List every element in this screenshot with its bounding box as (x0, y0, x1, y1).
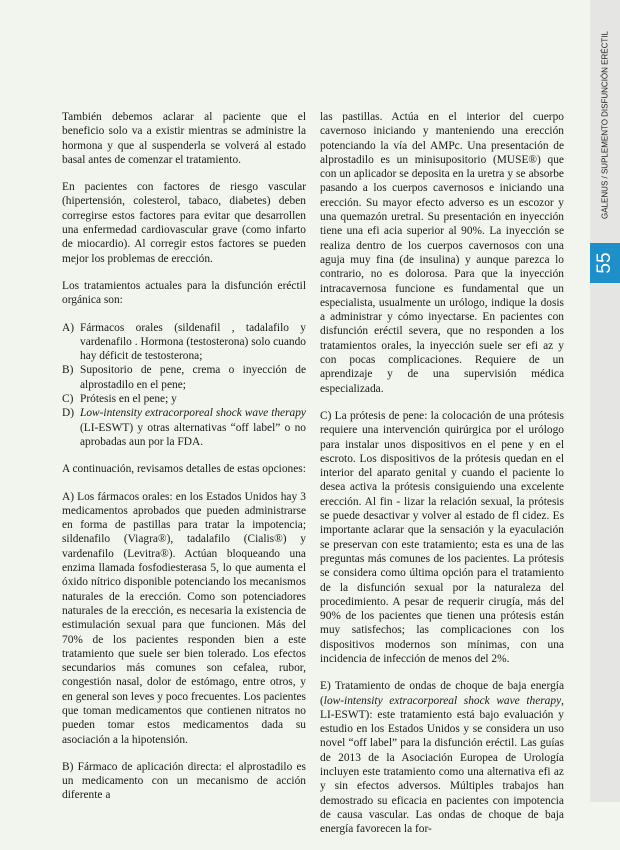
running-title: GALENUS / SUPLEMENTO DISFUNCIÓN ERÉCTIL (600, 31, 610, 219)
list-text: Fármacos orales (sildenafil , tadalafilo y vardenafilo . Hormona (testosterona) solo cuando hay déficit de testosterona; (80, 321, 306, 363)
list-text: Prótesis en el pene; y (80, 393, 177, 406)
text-run: , LI-ESWT): este tratamiento está bajo evaluación y estudio en los Estados Unidos y se considera un uso novel “off label” para la disfunción eréctil. Las guías de 2013 de la Asociación Europea de Urología incluyen este tratamiento como una alternativa efi az y sin efectos adversos. Múltiples trabajos han demostrado su eficacia en pacientes con impotencia de causa vascular. Las ondas de choque de baja energía favorecen la for- (320, 694, 564, 836)
list-item (62, 363, 306, 392)
list-marker: A) (62, 321, 75, 334)
list-item (62, 392, 306, 406)
paragraph: las pastillas. Actúa en el interior del cuerpo cavernoso iniciando y manteniendo una erección potenciando la vía del AMPc. Una presentación de alprostadilo es un minisupositorio (MUSE®) que con un aplicador se deposita en la uretra y se absorbe pasando a los cuerpos cavernosos e iniciando una erección. Su mayor efecto adverso es un escozor y una quemazón uretral. Su presentación en inyección tiene una efi acia superior al 90%. La inyección se realiza dentro de los cuerpos cavernosos con una aguja muy fina (de insulina) y aunque parezca lo contrario, no es dolorosa. Para que la inyección intracavernosa funcione es fundamental que un especialista, usualmente un urólogo, indique la dosis a administrar y cómo inyectarse. En pacientes con disfunción eréctil severa, que no responden a los tratamientos orales, la inyección suele ser efi az y con pocas complicaciones. Requiere de un aprendizaje y de una supervisión médica especializada. (320, 111, 564, 395)
running-title-wrap (596, 0, 614, 250)
list-marker: D) (62, 407, 75, 420)
left-column (62, 110, 306, 816)
paragraph: A continuación, revisamos detalles de estas opciones: (62, 463, 306, 476)
paragraph: También debemos aclarar al paciente que el beneficio solo va a existir mientras se administre la hormona y que al suspenderla se volverá al estado basal antes de comenzar el tratamiento. (62, 111, 306, 166)
text-run: E) Tratamiento de ondas de choque de baja energía ( (320, 680, 564, 707)
right-column (320, 110, 564, 850)
list-item (62, 321, 306, 364)
paragraph: C) La prótesis de pene: la colocación de una prótesis requiere una intervención quirúrgica por el urólogo para instalar unos dispositivos en el pene y en el escroto. Los dispositivos de la prótesis quedan en el interior del aparato genital y cuando el paciente lo desea activa la prótesis consiguiendo una excelente erección. Al fin - lizar la relación sexual, la prótesis se puede desactivar y volver al estado de fl cidez. Es importante aclarar que la sensación y la eyaculación se preservan con este tratamiento; esta es una de las preguntas más comunes de los pacientes. La prótesis se considera como última opción para el tratamiento de la disfunción sexual por la naturaleza del procedimiento. A pesar de requerir cirugía, más del 90% de los pacientes que tienen una prótesis están muy satisfechos; las complicaciones con los dispositivos modernos son mínimas, con una incidencia de infección de menos del 2%. (320, 409, 564, 665)
list-item (62, 406, 306, 449)
paragraph: B) Fármaco de aplicación directa: el alprostadilo es un medicamento con un mecanismo de acción diferente a (62, 760, 306, 802)
paragraph: En pacientes con factores de riesgo vascular (hipertensión, colesterol, tabaco, diabetes) deben corregirse estos factores para evitar que desarrollen una enfermedad cardiovascular grave (como infarto de miocardio). Al corregir estos factores se pueden mejor los problemas de erección. (62, 181, 306, 265)
italic-term: Low-intensity extracorporeal shock wave therapy (80, 407, 306, 420)
page-number: 55 (594, 252, 615, 274)
italic-term: low-intensity extracorporeal shock wave therapy (323, 694, 562, 707)
list-marker: C) (62, 393, 74, 406)
page-number-box (590, 243, 620, 283)
list-text: Supositorio de pene, crema o inyección de alprostadilo en el pene; (80, 364, 306, 391)
list-text-rest: (LI-ESWT) y otras alternativas “off label” o no aprobadas aun por la FDA. (80, 421, 306, 448)
treatment-list (62, 321, 306, 450)
paragraph: A) Los fármacos orales: en los Estados Unidos hay 3 medicamentos aprobados que pueden administrarse en forma de pastillas para tratar la impotencia; sildenafilo (Viagra®), tadalafilo (Cialis®) y vardenafilo (Levitra®). Actúan bloqueando una enzima llamada fosfodiesterasa 5, lo que aumenta el óxido nítrico disponible potenciando los mecanismos naturales de la erección. Como son potenciadores naturales de la erección, es necesaria la existencia de estimulación sexual para que funcionen. Más del 70% de los pacientes responden bien a este tratamiento que suele ser bien tolerado. Los efectos secundarios más comunes son cefalea, rubor, congestión nasal, dolor de estómago, entre otros, y en general son leves y poco frecuentes. Los pacientes que toman medicamentos que contienen nitratos no pueden tomar estos medicamentos dada su asociación a la hipotensión. (62, 490, 306, 746)
paragraph: Los tratamientos actuales para la disfunción eréctil orgánica son: (62, 279, 306, 307)
list-text (80, 406, 306, 449)
list-marker: B) (62, 364, 74, 377)
paragraph (320, 679, 564, 836)
